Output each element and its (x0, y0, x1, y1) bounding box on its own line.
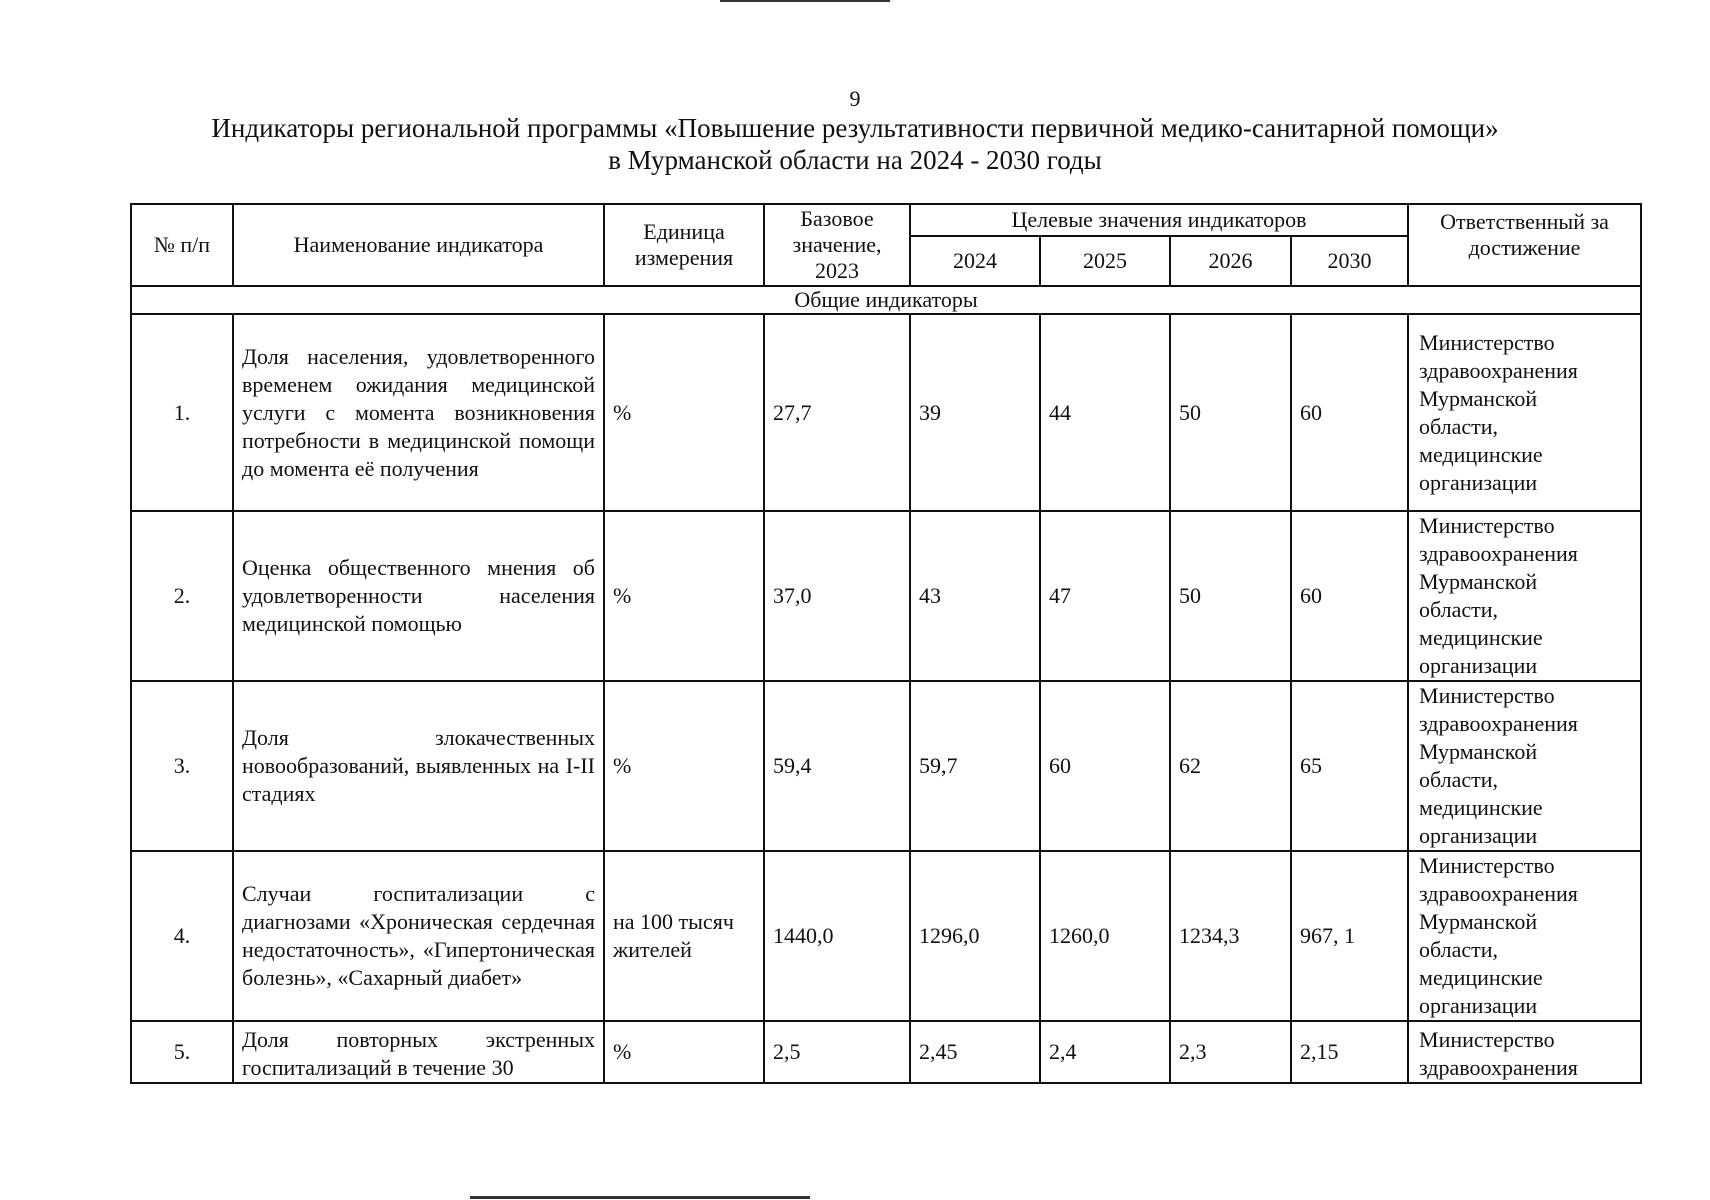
responsible-line: организации (1419, 653, 1538, 678)
base-value: 59,4 (764, 681, 910, 851)
header-name: Наименование индикатора (233, 204, 604, 286)
indicator-name: Доля повторных экстренных госпитализаций в течение 30 (233, 1021, 604, 1083)
responsible-line: организации (1419, 469, 1538, 495)
target-2024: 1296,0 (910, 851, 1040, 1021)
responsible-line: Министерство (1419, 853, 1555, 878)
unit-cell: % (604, 681, 764, 851)
base-value: 27,7 (764, 314, 910, 511)
indicator-name: Доля злокачественных новообразований, выявленных на I-II стадиях (233, 681, 604, 851)
responsible-line: здравоохранения (1419, 711, 1578, 736)
row-number: 4. (131, 851, 233, 1021)
scan-artifact-line (470, 1196, 810, 1199)
responsible-cell (1408, 511, 1641, 681)
target-2026: 50 (1170, 511, 1291, 681)
indicators-table (130, 203, 1642, 1084)
row-number: 5. (131, 1021, 233, 1083)
base-value: 1440,0 (764, 851, 910, 1021)
title-line-1: Индикаторы региональной программы «Повышение результативности первичной медико-санитарной помощи» (211, 113, 1499, 143)
unit-cell: % (604, 1021, 764, 1083)
unit-cell: % (604, 511, 764, 681)
responsible-line: Министерство (1419, 1027, 1555, 1052)
target-2025: 44 (1040, 314, 1170, 511)
table-row (131, 314, 1641, 511)
responsible-line: области, (1419, 767, 1499, 792)
row-number: 2. (131, 511, 233, 681)
target-2030: 967, 1 (1291, 851, 1408, 1021)
target-2026: 1234,3 (1170, 851, 1291, 1021)
responsible-line: медицинские (1419, 625, 1543, 650)
target-2030: 2,15 (1291, 1021, 1408, 1083)
responsible-line: медицинские (1419, 441, 1543, 467)
responsible-line: Мурманской (1419, 569, 1538, 594)
responsible-line: здравоохранения (1419, 357, 1578, 383)
indicator-name: Оценка общественного мнения об удовлетворенности населения медицинской помощью (233, 511, 604, 681)
responsible-line: области, (1419, 937, 1499, 962)
base-value: 37,0 (764, 511, 910, 681)
responsible-line: здравоохранения (1419, 881, 1578, 906)
responsible-line: области, (1419, 413, 1499, 439)
responsible-line: Мурманской (1419, 739, 1538, 764)
header-responsible: Ответственный за достижение (1408, 204, 1641, 286)
target-2024: 59,7 (910, 681, 1040, 851)
responsible-line: медицинские (1419, 965, 1543, 990)
table-row (131, 851, 1641, 1021)
table-body (131, 286, 1641, 1083)
responsible-line: Мурманской (1419, 909, 1538, 934)
responsible-cell (1408, 1021, 1641, 1083)
target-2026: 50 (1170, 314, 1291, 511)
header-unit: Единица измерения (604, 204, 764, 286)
row-number: 1. (131, 314, 233, 511)
responsible-line: здравоохранения (1419, 541, 1578, 566)
header-base: Базовое значение, 2023 (764, 204, 910, 286)
unit-cell: % (604, 314, 764, 511)
row-number: 3. (131, 681, 233, 851)
title-line-2: в Мурманской области на 2024 - 2030 годы (608, 145, 1102, 175)
responsible-line: здравоохранения (1419, 1055, 1578, 1080)
header-num: № п/п (131, 204, 233, 286)
target-2024: 39 (910, 314, 1040, 511)
target-2030: 65 (1291, 681, 1408, 851)
responsible-cell (1408, 314, 1641, 511)
page-number: 9 (849, 86, 861, 111)
responsible-line: Мурманской (1419, 385, 1538, 411)
target-2025: 1260,0 (1040, 851, 1170, 1021)
responsible-line: организации (1419, 993, 1538, 1018)
responsible-cell (1408, 681, 1641, 851)
document-title (0, 112, 1710, 176)
indicator-name: Случаи госпитализации с диагнозами «Хроническая сердечная недостаточность», «Гипертоническая болезнь», «Сахарный диабет» (233, 851, 604, 1021)
target-2025: 47 (1040, 511, 1170, 681)
header-year-2030: 2030 (1291, 236, 1408, 286)
table-header (131, 204, 1641, 286)
scan-artifact-line (720, 0, 890, 2)
header-year-2024: 2024 (910, 236, 1040, 286)
base-value: 2,5 (764, 1021, 910, 1083)
responsible-cell (1408, 851, 1641, 1021)
target-2024: 2,45 (910, 1021, 1040, 1083)
header-year-2025: 2025 (1040, 236, 1170, 286)
target-2025: 60 (1040, 681, 1170, 851)
unit-cell: на 100 тысяч жителей (604, 851, 764, 1021)
responsible-line: организации (1419, 823, 1538, 848)
target-2030: 60 (1291, 314, 1408, 511)
target-2030: 60 (1291, 511, 1408, 681)
table-row (131, 511, 1641, 681)
target-2025: 2,4 (1040, 1021, 1170, 1083)
header-target-group: Целевые значения индикаторов (910, 204, 1408, 236)
table-row (131, 681, 1641, 851)
target-2024: 43 (910, 511, 1040, 681)
header-year-2026: 2026 (1170, 236, 1291, 286)
table-row (131, 1021, 1641, 1083)
indicator-name: Доля населения, удовлетворенного временем ожидания медицинской услуги с момента возникновения потребности в медицинской помощи до момента её получения (233, 314, 604, 511)
section-title: Общие индикаторы (131, 286, 1641, 314)
target-2026: 62 (1170, 681, 1291, 851)
responsible-line: области, (1419, 597, 1499, 622)
responsible-line: Министерство (1419, 513, 1555, 538)
responsible-line: Министерство (1419, 683, 1555, 708)
responsible-line: медицинские (1419, 795, 1543, 820)
target-2026: 2,3 (1170, 1021, 1291, 1083)
responsible-line: Министерство (1419, 329, 1555, 355)
section-row (131, 286, 1641, 314)
